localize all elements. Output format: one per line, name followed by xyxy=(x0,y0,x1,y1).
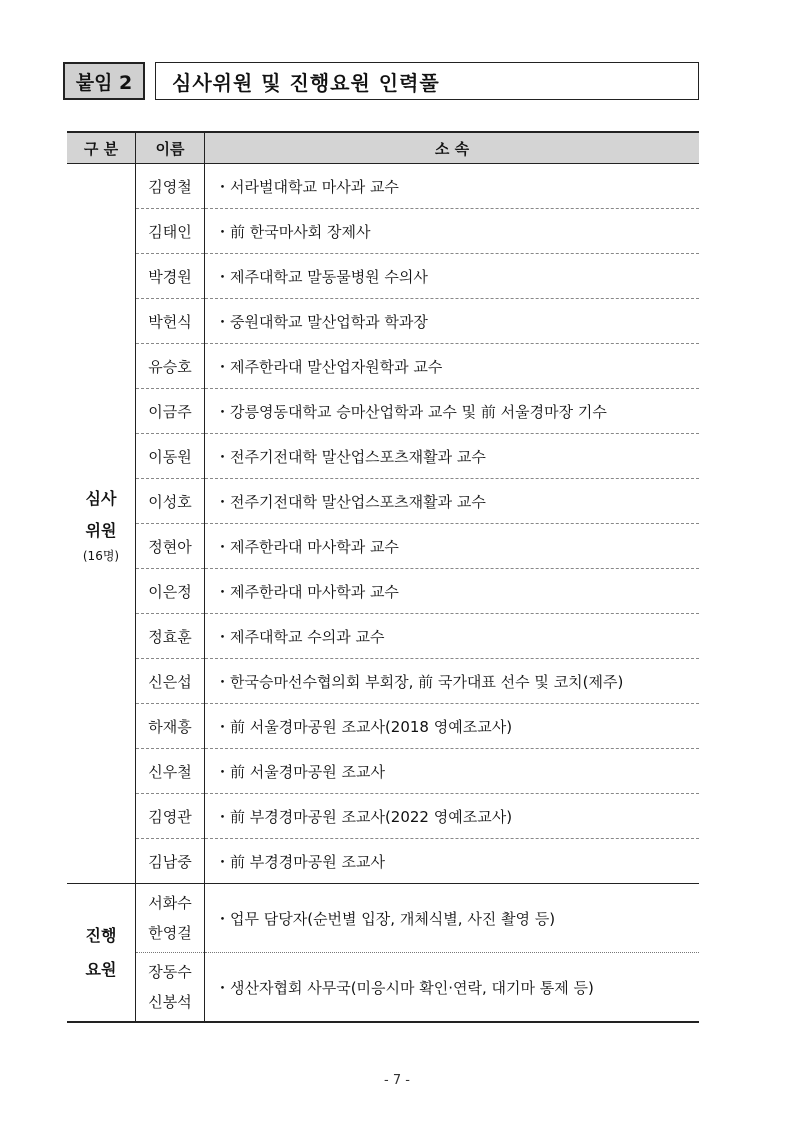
table-row xyxy=(67,569,699,614)
table-row xyxy=(67,659,699,704)
judge-affiliation: ・前 서울경마공원 조교사(2018 영예조교사) xyxy=(205,704,700,749)
judge-name: 이동원 xyxy=(136,434,205,479)
judge-name: 김영관 xyxy=(136,794,205,839)
table-row xyxy=(67,749,699,794)
header-category: 구 분 xyxy=(67,132,136,164)
judge-affiliation: ・前 한국마사회 장제사 xyxy=(205,209,700,254)
personnel-table xyxy=(67,131,699,1023)
staff-label-line2: 요원 xyxy=(85,959,117,979)
staff-name: 신봉석 xyxy=(148,993,192,1011)
judge-affiliation: ・강릉영동대학교 승마산업학과 교수 및 前 서울경마장 기수 xyxy=(205,389,700,434)
table-row xyxy=(67,884,699,953)
judge-name: 신은섭 xyxy=(136,659,205,704)
judge-name: 이성호 xyxy=(136,479,205,524)
staff-names xyxy=(136,953,205,1023)
judge-affiliation: ・서라벌대학교 마사과 교수 xyxy=(205,164,700,209)
judges-label-line1: 심사 xyxy=(85,488,117,508)
table-row xyxy=(67,164,699,209)
judge-affiliation: ・제주한라대 마사학과 교수 xyxy=(205,569,700,614)
staff-name: 서화수 xyxy=(148,894,192,912)
judge-affiliation: ・한국승마선수협의회 부회장, 前 국가대표 선수 및 코치(제주) xyxy=(205,659,700,704)
staff-name: 한영걸 xyxy=(148,924,192,942)
table-row xyxy=(67,209,699,254)
judge-affiliation: ・제주한라대 마사학과 교수 xyxy=(205,524,700,569)
judge-name: 이은정 xyxy=(136,569,205,614)
table-row xyxy=(67,953,699,1023)
judge-name: 김영철 xyxy=(136,164,205,209)
judge-name: 박헌식 xyxy=(136,299,205,344)
judge-affiliation: ・제주대학교 말동물병원 수의사 xyxy=(205,254,700,299)
judge-name: 이금주 xyxy=(136,389,205,434)
staff-group-label xyxy=(67,884,136,1023)
judge-affiliation: ・제주대학교 수의과 교수 xyxy=(205,614,700,659)
judge-name: 정현아 xyxy=(136,524,205,569)
judge-name: 박경원 xyxy=(136,254,205,299)
table-row xyxy=(67,299,699,344)
staff-section xyxy=(67,884,699,1023)
staff-label-line1: 진행 xyxy=(85,925,117,945)
table-row xyxy=(67,794,699,839)
staff-name: 장동수 xyxy=(148,963,192,981)
judges-count: (16명) xyxy=(82,548,120,563)
judge-affiliation: ・전주기전대학 말산업스포츠재활과 교수 xyxy=(205,479,700,524)
table-row xyxy=(67,344,699,389)
table-row xyxy=(67,479,699,524)
judge-name: 하재흥 xyxy=(136,704,205,749)
judge-affiliation: ・前 부경경마공원 조교사(2022 영예조교사) xyxy=(205,794,700,839)
staff-affiliation: ・업무 담당자(순번별 입장, 개체식별, 사진 촬영 등) xyxy=(205,884,700,953)
page-number: - 7 - xyxy=(384,1073,410,1088)
table-row xyxy=(67,389,699,434)
staff-affiliation: ・생산자협회 사무국(미응시마 확인·연락, 대기마 통제 등) xyxy=(205,953,700,1023)
judge-name: 신우철 xyxy=(136,749,205,794)
attachment-tag: 붙임 2 xyxy=(63,62,145,100)
table-row xyxy=(67,839,699,884)
judge-affiliation: ・前 부경경마공원 조교사 xyxy=(205,839,700,884)
table-row xyxy=(67,524,699,569)
table-row xyxy=(67,704,699,749)
judges-group-label xyxy=(67,164,136,884)
header-name: 이름 xyxy=(136,132,205,164)
judge-name: 김태인 xyxy=(136,209,205,254)
judge-affiliation: ・제주한라대 말산업자원학과 교수 xyxy=(205,344,700,389)
judges-label-line2: 위원 xyxy=(85,520,117,540)
table-row xyxy=(67,254,699,299)
table-row xyxy=(67,434,699,479)
judge-name: 유승호 xyxy=(136,344,205,389)
header-affiliation: 소 속 xyxy=(205,132,700,164)
judge-affiliation: ・전주기전대학 말산업스포츠재활과 교수 xyxy=(205,434,700,479)
page-title: 심사위원 및 진행요원 인력풀 xyxy=(155,62,699,100)
judge-name: 김남중 xyxy=(136,839,205,884)
staff-names xyxy=(136,884,205,953)
judge-name: 정효훈 xyxy=(136,614,205,659)
table-row xyxy=(67,614,699,659)
judges-section xyxy=(67,164,699,884)
judge-affiliation: ・前 서울경마공원 조교사 xyxy=(205,749,700,794)
table-header-row xyxy=(67,132,699,164)
judge-affiliation: ・중원대학교 말산업학과 학과장 xyxy=(205,299,700,344)
